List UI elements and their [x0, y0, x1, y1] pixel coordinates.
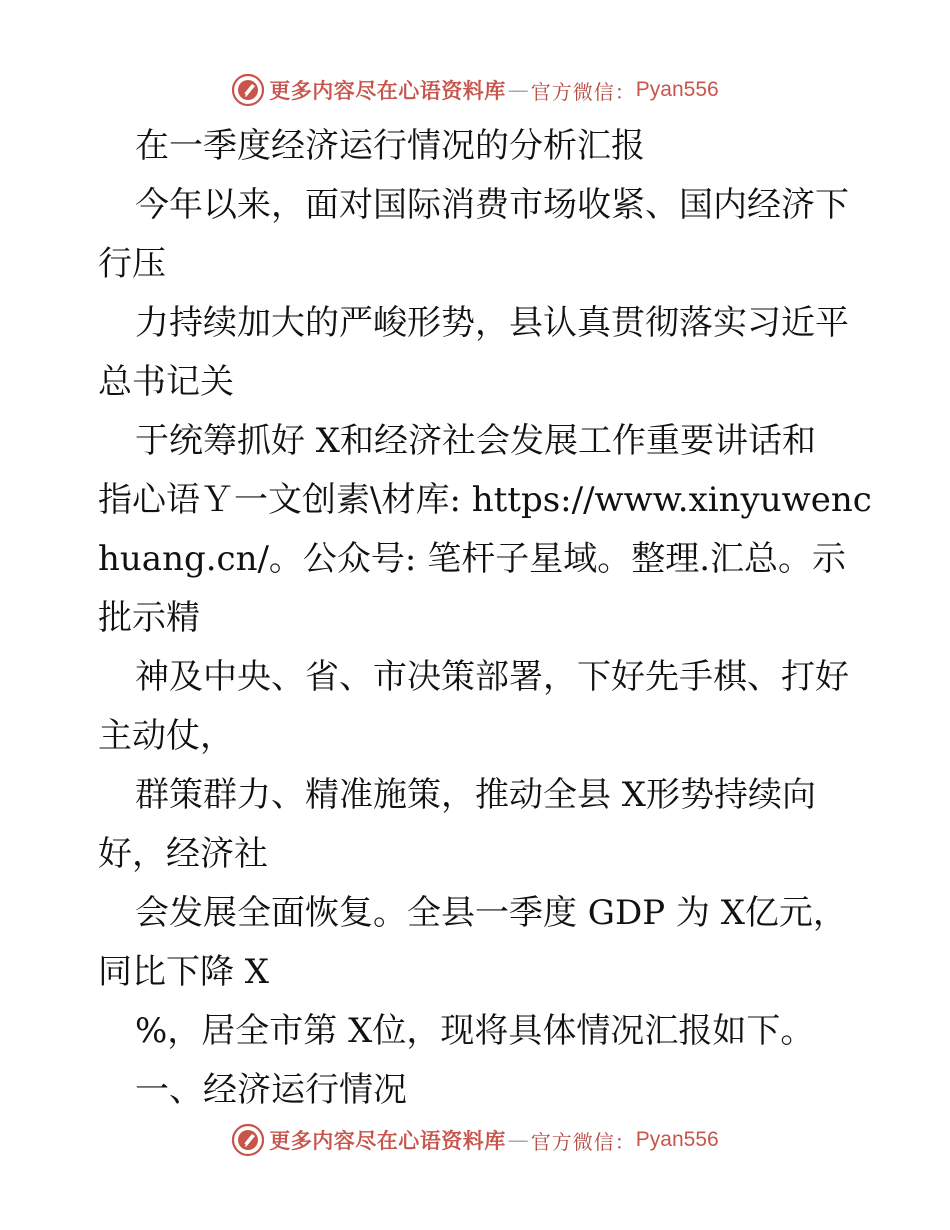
pen-logo-icon — [231, 73, 265, 107]
banner-wechat-id: Pyan556 — [635, 78, 719, 101]
text-line: 神及中央、省、市决策部署，下好先手棋、打好 — [135, 657, 849, 697]
text-line: 今年以来，面对国际消费市场收紧、国内经济下 — [135, 185, 849, 225]
banner-text: 更多内容尽在心语资料库 — [269, 1129, 506, 1153]
text-line: 会发展全面恢复。全县一季度 GDP 为 X亿元， — [135, 893, 847, 933]
banner-wechat-label: 官方微信： — [530, 1129, 636, 1154]
text-line: huang.cn/。公众号: 笔杆子星域。整理.汇总。示 — [98, 539, 846, 579]
banner-separator: — — [507, 78, 529, 102]
text-line: 批示精 — [98, 598, 200, 638]
footer-banner — [0, 1120, 950, 1160]
banner-wechat-label: 官方微信： — [530, 79, 636, 104]
text-line: 同比下降 X — [98, 952, 270, 992]
text-line: 于统筹抓好 X和经济社会发展工作重要讲话和 — [135, 421, 817, 461]
text-line: 行压 — [98, 244, 166, 284]
section-heading: 一、经济运行情况 — [135, 1070, 407, 1110]
header-banner — [0, 70, 950, 110]
document-body — [98, 117, 872, 1120]
text-line: 总书记关 — [98, 362, 234, 402]
text-line: 力持续加大的严峻形势，县认真贯彻落实习近平 — [135, 303, 849, 343]
text-line: 好，经济社 — [98, 834, 268, 874]
text-line: 主动仗， — [98, 716, 234, 756]
text-line: 指心语Ｙ一文创素\材库: https://www.xinyuwenc — [98, 480, 872, 520]
banner-text: 更多内容尽在心语资料库 — [269, 79, 506, 103]
text-line: 群策群力、精准施策，推动全县 X形势持续向 — [135, 775, 817, 815]
banner-separator: — — [507, 1128, 529, 1152]
text-line: %，居全市第 X位，现将具体情况汇报如下。 — [135, 1011, 815, 1051]
document-title: 在一季度经济运行情况的分析汇报 — [135, 126, 645, 166]
pen-logo-icon — [231, 1123, 265, 1157]
banner-wechat-id: Pyan556 — [635, 1128, 719, 1151]
